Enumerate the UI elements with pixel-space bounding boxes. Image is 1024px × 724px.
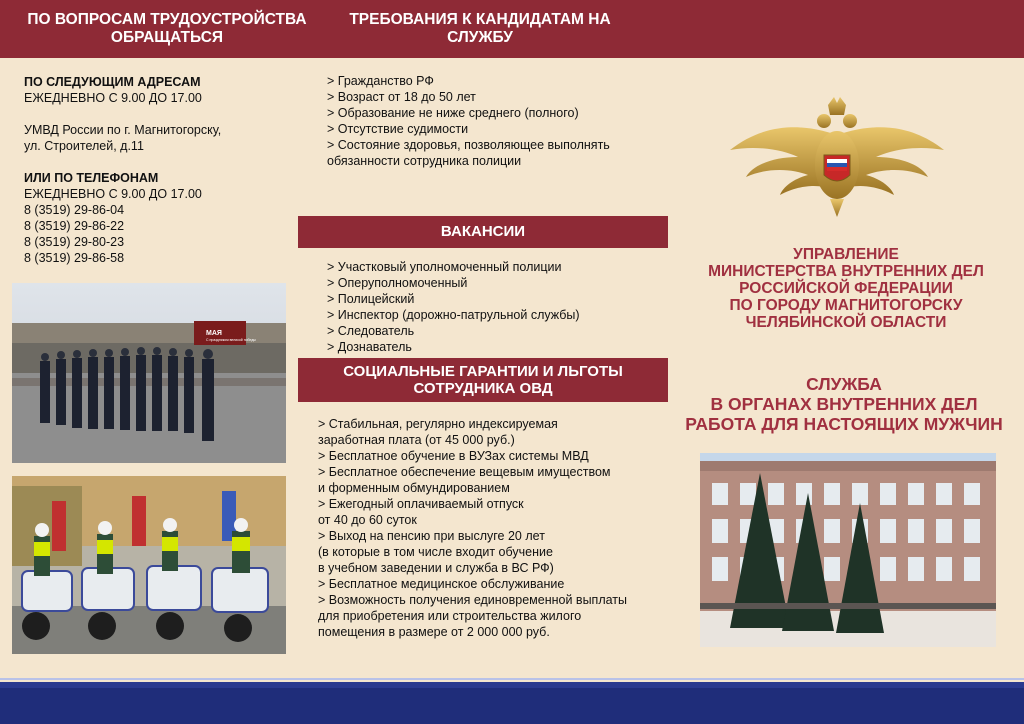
address-heading: ПО СЛЕДУЮЩИМ АДРЕСАМ — [24, 75, 201, 89]
address-hours: ЕЖЕДНЕВНО С 9.00 ДО 17.00 — [24, 91, 202, 105]
social-item: заработная плата (от 45 000 руб.) — [318, 433, 515, 447]
requirement-item: > Отсутствие судимости — [327, 122, 469, 136]
social-item: от 40 до 60 суток — [318, 513, 417, 527]
phone-hours: ЕЖЕДНЕВНО С 9.00 ДО 17.00 — [24, 187, 202, 201]
vacancy-item: > Дознаватель — [327, 340, 412, 354]
vacancies-list — [327, 259, 672, 355]
social-list — [318, 416, 688, 640]
social-item: > Бесплатное медицинское обслуживание — [318, 577, 565, 591]
slogan — [664, 374, 1024, 434]
slogan-line: СЛУЖБА — [806, 374, 882, 394]
slogan-line: РАБОТА ДЛЯ НАСТОЯЩИХ МУЖЧИН — [685, 414, 1003, 434]
social-item: помещения в размере от 2 000 000 руб. — [318, 625, 550, 639]
social-item: > Возможность получения единовременной выплаты — [318, 593, 628, 607]
vacancy-item: > Следователь — [327, 324, 415, 338]
requirement-item: > Состояние здоровья, позволяющее выполнять — [327, 138, 610, 152]
address-org: УМВД России по г. Магнитогорску, — [24, 123, 222, 137]
requirement-item: > Образование не ниже среднего (полного) — [327, 106, 579, 120]
vacancy-item: > Инспектор (дорожно-патрульной службы) — [327, 308, 580, 322]
footer-band — [0, 688, 1024, 724]
social-heading-line: СОЦИАЛЬНЫЕ ГАРАНТИИ И ЛЬГОТЫ — [343, 363, 623, 380]
social-item: и форменным обмундированием — [318, 481, 510, 495]
requirement-item: обязанности сотрудника полиции — [327, 154, 522, 168]
vacancy-item: > Участковый уполномоченный полиции — [327, 260, 562, 274]
motorcycle-photo — [12, 476, 286, 654]
vacancies-heading: ВАКАНСИИ — [298, 216, 668, 248]
contact-heading: ПО ВОПРОСАМ ТРУДОУСТРОЙСТВА ОБРАЩАТЬСЯ — [27, 11, 307, 46]
organization-line: ЧЕЛЯБИНСКОЙ ОБЛАСТИ — [745, 314, 947, 331]
social-item: (в которые в том числе входит обучение — [318, 545, 553, 559]
phone-number: 8 (3519) 29-86-04 — [24, 203, 125, 217]
vacancy-item: > Полицейский — [327, 292, 415, 306]
phone-heading: ИЛИ ПО ТЕЛЕФОНАМ — [24, 171, 159, 185]
building-photo — [700, 453, 996, 647]
parade-photo — [12, 283, 286, 463]
banner-subtext: С праздником великой победы — [206, 338, 256, 342]
organization-line: РОССИЙСКОЙ ФЕДЕРАЦИИ — [739, 280, 953, 297]
requirement-item: > Гражданство РФ — [327, 74, 434, 88]
footer-divider — [0, 678, 1024, 680]
social-item: для приобретения или строительства жилого — [318, 609, 582, 623]
requirements-list — [327, 73, 672, 169]
header-band — [0, 0, 1024, 58]
organization-line: МИНИСТЕРСТВА ВНУТРЕННИХ ДЕЛ — [708, 263, 984, 280]
organization-name — [676, 246, 1016, 331]
social-item: > Выход на пенсию при выслуге 20 лет — [318, 529, 545, 543]
requirement-item: > Возраст от 18 до 50 лет — [327, 90, 476, 104]
organization-line: УПРАВЛЕНИЕ — [793, 246, 899, 263]
organization-line: ПО ГОРОДУ МАГНИТОГОРСКУ — [729, 297, 963, 314]
vacancy-item: > Оперуполномоченный — [327, 276, 468, 290]
social-item: > Ежегодный оплачиваемый отпуск — [318, 497, 524, 511]
phone-number: 8 (3519) 29-86-58 — [24, 251, 125, 265]
social-item: в учебном заведении и служба в ВС РФ) — [318, 561, 554, 575]
address-street: ул. Строителей, д.11 — [24, 139, 144, 153]
social-heading — [298, 358, 668, 402]
social-item: > Стабильная, регулярно индексируемая — [318, 417, 558, 431]
contacts-block — [24, 74, 294, 266]
banner-text: МАЯ — [206, 330, 222, 337]
slogan-line: В ОРГАНАХ ВНУТРЕННИХ ДЕЛ — [710, 394, 978, 414]
requirements-heading: ТРЕБОВАНИЯ К КАНДИДАТАМ НА СЛУЖБУ — [349, 11, 611, 46]
mvd-eagle-emblem — [728, 95, 946, 220]
phone-number: 8 (3519) 29-86-22 — [24, 219, 125, 233]
social-heading-line: СОТРУДНИКА ОВД — [413, 380, 553, 397]
phone-number: 8 (3519) 29-80-23 — [24, 235, 125, 249]
social-item: > Бесплатное обеспечение вещевым имуществом — [318, 465, 611, 479]
social-item: > Бесплатное обучение в ВУЗах системы МВД — [318, 449, 589, 463]
